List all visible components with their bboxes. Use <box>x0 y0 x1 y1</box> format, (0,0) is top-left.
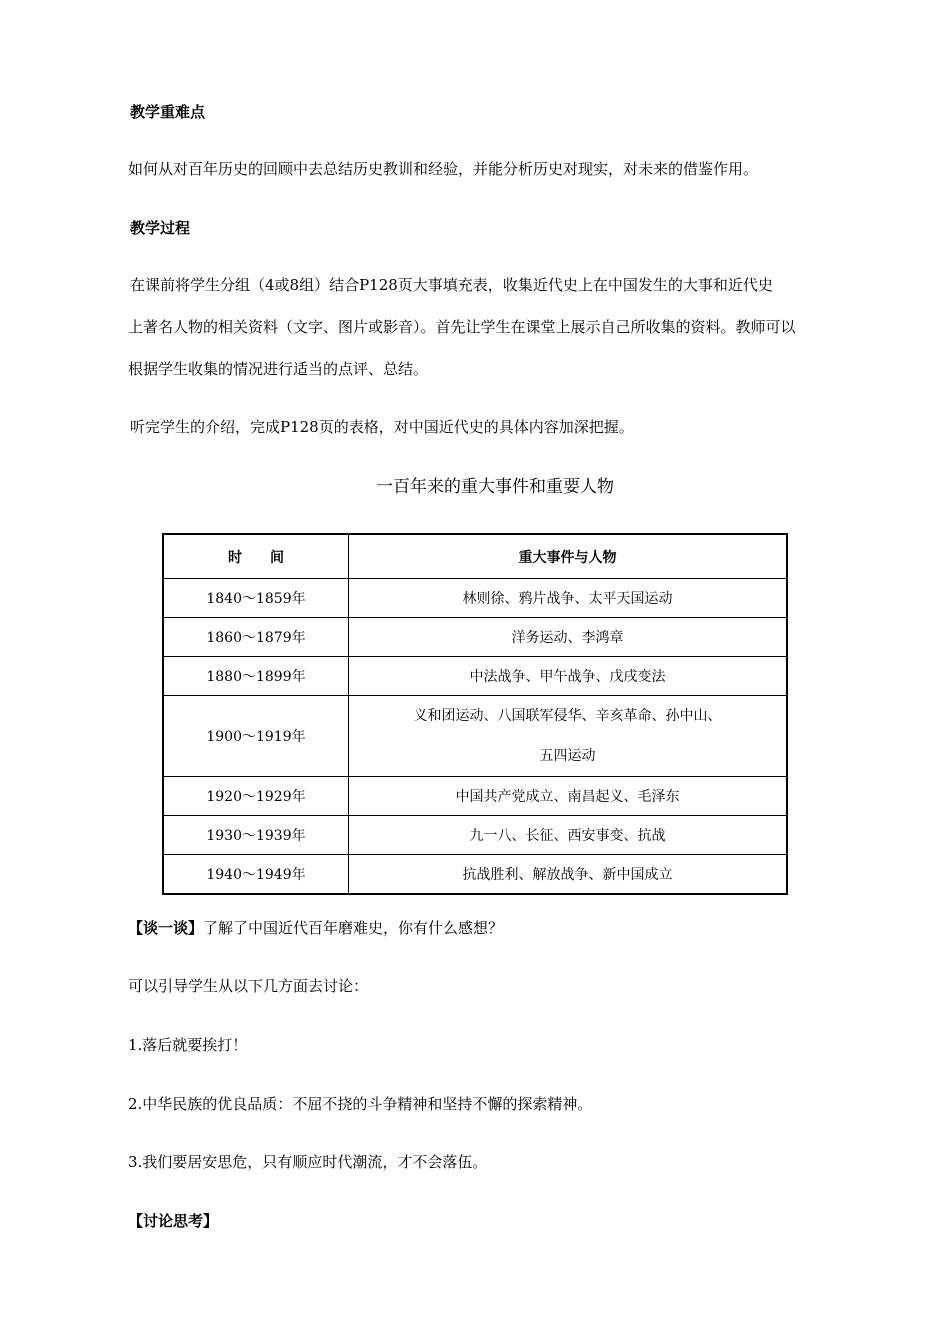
table-header-row <box>163 534 787 579</box>
time-cell: 1900～1919年 <box>163 696 349 777</box>
process-paragraph-line-1: 在课前将学生分组（4或8组）结合P128页大事填充表，收集近代史上在中国发生的大事和近代史 <box>130 276 773 294</box>
events-line-1: 义和团运动、八国联军侵华、辛亥革命、孙中山、 <box>413 708 722 724</box>
difficulty-text: 如何从对百年历史的回顾中去总结历史教训和经验，并能分析历史对现实，对未来的借鉴作用。 <box>128 160 759 178</box>
table-row <box>163 618 787 657</box>
table-row <box>163 696 787 777</box>
table-row <box>163 579 787 618</box>
talk-text: 了解了中国近代百年磨难史，你有什么感想？ <box>203 919 504 937</box>
events-cell: 中国共产党成立、南昌起义、毛泽东 <box>349 777 788 816</box>
process-heading: 教学过程 <box>130 219 191 237</box>
table-row <box>163 777 787 816</box>
events-cell: 抗战胜利、解放战争、新中国成立 <box>349 855 788 895</box>
time-cell: 1940～1949年 <box>163 855 349 895</box>
time-cell: 1880～1899年 <box>163 657 349 696</box>
table-row <box>163 657 787 696</box>
events-cell: 林则徐、鸦片战争、太平天国运动 <box>349 579 788 618</box>
header-events: 重大事件与人物 <box>349 534 788 579</box>
difficulty-heading: 教学重难点 <box>130 103 206 121</box>
events-table <box>162 533 788 895</box>
talk-paragraph <box>128 918 860 938</box>
table-row <box>163 816 787 855</box>
events-line-2: 五四运动 <box>539 748 596 764</box>
guide-text: 可以引导学生从以下几方面去讨论： <box>128 977 369 995</box>
process-paragraph-2: 听完学生的介绍，完成P128页的表格，对中国近代史的具体内容加深把握。 <box>130 418 634 436</box>
events-cell: 洋务运动、李鸿章 <box>349 618 788 657</box>
point-3: 3.我们要居安思危，只有顺应时代潮流，才不会落伍。 <box>128 1153 488 1171</box>
point-1: 1.落后就要挨打！ <box>128 1036 248 1054</box>
point-2: 2.中华民族的优良品质：不屈不挠的斗争精神和坚持不懈的探索精神。 <box>128 1095 593 1113</box>
events-cell: 中法战争、甲午战争、戊戌变法 <box>349 657 788 696</box>
header-time: 时 间 <box>163 534 349 579</box>
time-cell: 1930～1939年 <box>163 816 349 855</box>
process-paragraph-line-3: 根据学生收集的情况进行适当的点评、总结。 <box>128 360 429 378</box>
table-title: 一百年来的重大事件和重要人物 <box>376 477 614 497</box>
time-cell: 1920～1929年 <box>163 777 349 816</box>
time-cell: 1840～1859年 <box>163 579 349 618</box>
process-paragraph-line-2: 上著名人物的相关资料（文字、图片或影音）。首先让学生在课堂上展示自己所收集的资料。教师可以 <box>128 318 796 336</box>
time-cell: 1860～1879年 <box>163 618 349 657</box>
events-cell <box>349 696 788 777</box>
events-cell: 九一八、长征、西安事变、抗战 <box>349 816 788 855</box>
table-row <box>163 855 787 895</box>
think-heading: 【讨论思考】 <box>128 1212 219 1230</box>
talk-label: 【谈一谈】 <box>128 919 204 937</box>
